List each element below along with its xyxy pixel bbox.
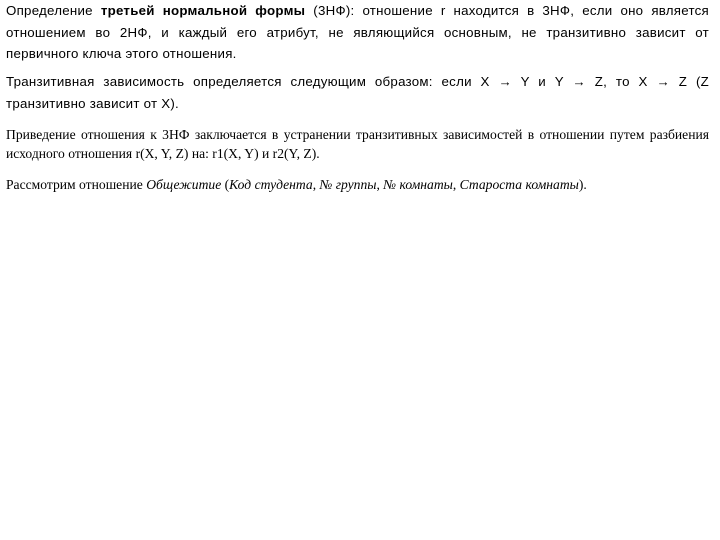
definition-paragraph (6, 0, 709, 65)
attribute-room-head: Староста комнаты (459, 177, 579, 192)
separator: , (312, 177, 320, 192)
attribute-group-number: № группы (319, 177, 377, 192)
transitive-text-1: Транзитивная зависимость определяется следующим образом: если X (6, 74, 499, 89)
normalization-paragraph (6, 125, 709, 163)
transitive-text-4: Z (Z транзитивно зависит от X). (6, 74, 709, 111)
separator: , (452, 177, 460, 192)
paren-open: ( (221, 177, 230, 192)
example-lead: Рассмотрим отношение (6, 177, 147, 192)
attribute-room-number: № комнаты (383, 177, 453, 192)
definition-lead: Определение (6, 3, 101, 18)
separator: , (376, 177, 384, 192)
normalization-text: Приведение отношения к 3НФ заключается в устранении транзитивных зависимостей в отношении путем разбиения исходного отношения r(X, Y, Z) на: r1(X, Y) и r2(Y, Z). (6, 127, 709, 162)
arrow-icon: → (572, 74, 586, 89)
arrow-icon: → (498, 74, 513, 89)
transitive-text-3: Z, то X (585, 74, 657, 89)
definition-body: (3НФ): отношение r находится в 3НФ, если оно является отношением во 2НФ, и каждый его атрибут, не являющийся основным, не транзитивно зависит от первичного ключа этого отношения. (6, 3, 709, 61)
example-paragraph (6, 175, 587, 194)
definition-term: третьей нормальной формы (100, 3, 306, 18)
transitive-text-2: Y и Y (512, 74, 573, 89)
attribute-student-code: Код студента (229, 177, 313, 192)
transitive-dependency-paragraph (6, 71, 709, 114)
relation-name: Общежитие (146, 177, 222, 192)
arrow-icon: → (656, 74, 670, 89)
paren-close: ). (578, 177, 587, 192)
